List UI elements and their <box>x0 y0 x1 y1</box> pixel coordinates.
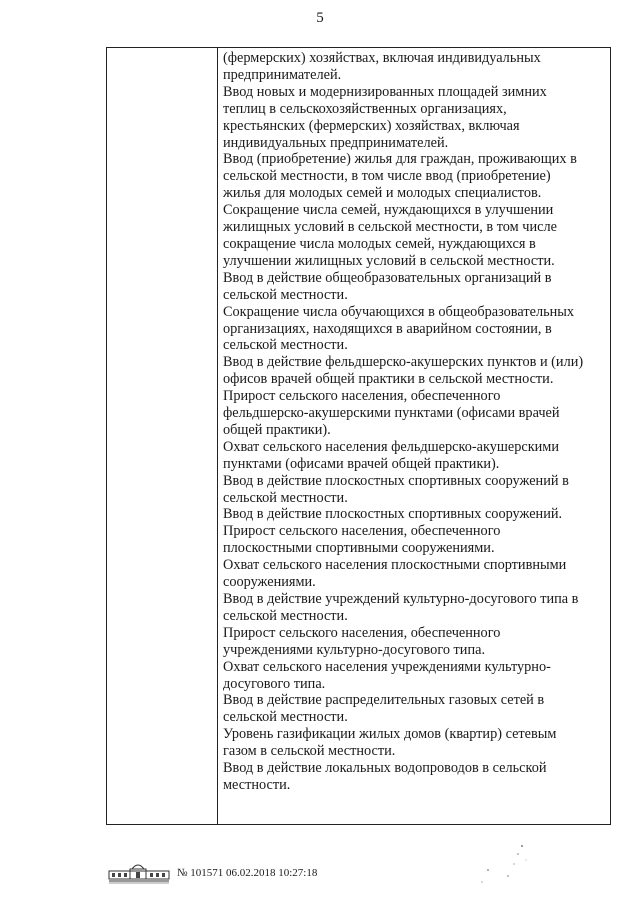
page-number: 5 <box>316 10 324 26</box>
text-line: досугового типа. <box>223 675 326 692</box>
text-line: Уровень газификации жилых домов (квартир) сетевым <box>223 726 557 743</box>
text-line: Ввод в действие учреждений культурно-досугового типа в <box>223 591 579 607</box>
text-line: жилищных условий в сельской местности, в том числе <box>223 219 557 236</box>
text-line: Сокращение числа семей, нуждающихся в улучшении <box>223 202 554 219</box>
text-line: сельской местности. <box>223 709 348 726</box>
indicator-paragraph <box>223 760 609 794</box>
text-line: сельской местности. <box>223 337 348 354</box>
indicator-paragraph <box>223 439 609 473</box>
text-line: общей практики). <box>223 421 331 438</box>
text-line: Ввод в действие плоскостных спортивных сооружений в <box>223 472 569 489</box>
text-line: сельской местности. <box>223 607 348 624</box>
text-line: теплиц в сельскохозяйственных организациях, <box>223 100 507 117</box>
text-line: (фермерских) хозяйствах, включая индивидуальных <box>223 50 541 66</box>
indicator-paragraph <box>223 354 609 388</box>
text-line: офисов врачей общей практики в сельской местности. <box>223 371 554 388</box>
building-logo-icon <box>108 860 172 884</box>
text-line: Ввод в действие локальных водопроводов в сельской <box>223 760 547 777</box>
indicator-paragraph <box>223 523 609 557</box>
indicator-paragraph <box>223 473 609 507</box>
text-line: Ввод в действие плоскостных спортивных сооружений. <box>223 506 563 523</box>
text-line: Ввод (приобретение) жилья для граждан, проживающих в <box>223 151 577 168</box>
text-line: сельской местности. <box>223 286 348 303</box>
indicator-paragraph <box>223 625 609 659</box>
indicator-paragraph <box>223 388 609 439</box>
indicator-paragraph <box>223 726 609 760</box>
scan-specks <box>470 840 550 890</box>
text-line: крестьянских (фермерских) хозяйствах, включая <box>223 117 520 134</box>
text-line: Охват сельского населения учреждениями культурно- <box>223 658 551 675</box>
indicators-column <box>223 50 609 794</box>
text-line: Прирост сельского населения, обеспеченного <box>223 388 501 405</box>
text-line: пунктами (офисами врачей общей практики). <box>223 455 500 472</box>
text-line: предпринимателей. <box>223 66 342 83</box>
text-line: сельской местности. <box>223 489 348 506</box>
text-line: плоскостными спортивными сооружениями. <box>223 540 495 557</box>
indicator-paragraph <box>223 557 609 591</box>
indicator-paragraph <box>223 692 609 726</box>
text-line: местности. <box>223 776 291 793</box>
indicator-paragraph <box>223 591 609 625</box>
indicator-paragraph <box>223 506 609 523</box>
document-stamp: № 101571 06.02.2018 10:27:18 <box>177 867 318 879</box>
text-line: индивидуальных предпринимателей. <box>223 134 449 151</box>
indicator-paragraph <box>223 270 609 304</box>
text-line: Прирост сельского населения, обеспеченного <box>223 624 501 641</box>
text-line: Сокращение числа обучающихся в общеобразовательных <box>223 303 574 320</box>
text-line: Ввод в действие фельдшерско-акушерских пунктов и (или) <box>223 354 584 371</box>
indicator-paragraph <box>223 659 609 693</box>
indicator-paragraph <box>223 304 609 355</box>
text-line: Прирост сельского населения, обеспеченного <box>223 523 501 540</box>
text-line: Ввод новых и модернизированных площадей зимних <box>223 83 547 100</box>
text-line: учреждениями культурно-досугового типа. <box>223 641 486 658</box>
text-line: сокращение числа молодых семей, нуждающихся в <box>223 235 536 252</box>
document-table <box>106 47 611 825</box>
text-line: улучшении жилищных условий в сельской местности. <box>223 252 555 269</box>
text-line: сельской местности, в том числе ввод (приобретение) <box>223 168 551 185</box>
indicator-paragraph <box>223 50 609 84</box>
footer <box>108 860 468 884</box>
text-line: Ввод в действие распределительных газовых сетей в <box>223 692 545 709</box>
text-line: организациях, находящихся в аварийном состоянии, в <box>223 320 552 337</box>
indicator-paragraph <box>223 202 609 270</box>
indicator-paragraph <box>223 84 609 152</box>
text-line: сооружениями. <box>223 574 316 591</box>
text-line: жилья для молодых семей и молодых специалистов. <box>223 185 542 202</box>
column-divider <box>217 48 218 824</box>
text-line: Охват сельского населения фельдшерско-акушерскими <box>223 438 559 455</box>
text-line: фельдшерско-акушерскими пунктами (офисами врачей <box>223 405 560 422</box>
indicator-paragraph <box>223 151 609 202</box>
text-line: Охват сельского населения плоскостными спортивными <box>223 557 567 574</box>
text-line: газом в сельской местности. <box>223 743 396 760</box>
text-line: Ввод в действие общеобразовательных организаций в <box>223 269 552 286</box>
